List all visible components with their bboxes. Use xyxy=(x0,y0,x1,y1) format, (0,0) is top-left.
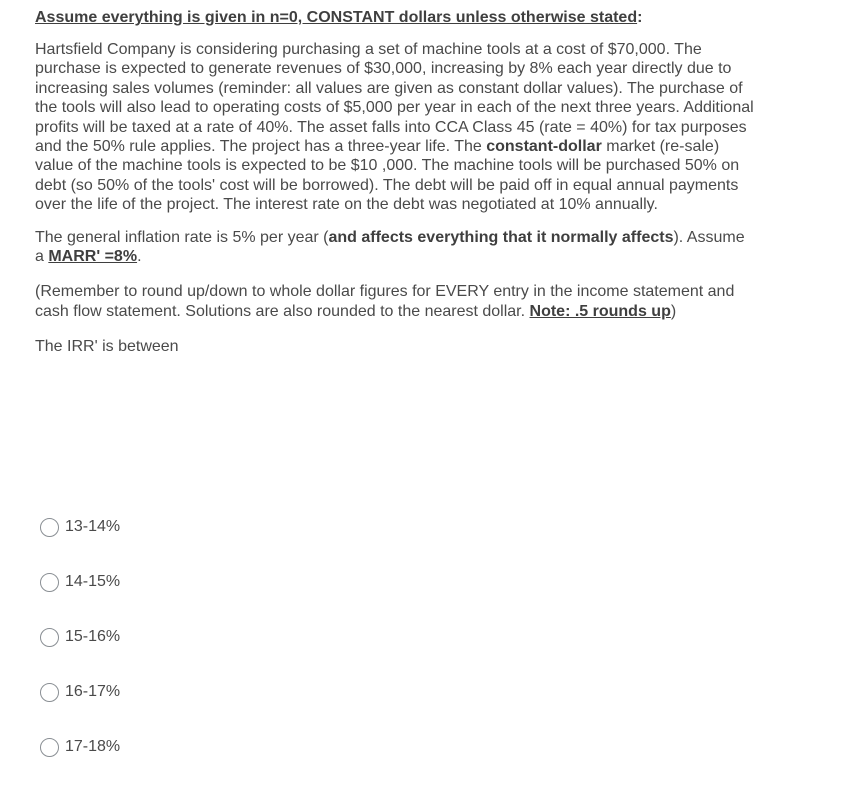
answer-option-label[interactable]: 17-18% xyxy=(65,738,121,755)
problem-statement xyxy=(35,40,755,215)
instructions-heading-suffix: : xyxy=(637,9,643,26)
answer-option-3[interactable] xyxy=(40,623,120,651)
rounding-note xyxy=(35,282,755,321)
inflation-text-part-1: The general inflation rate is 5% per year ( xyxy=(35,228,329,246)
answer-option-label[interactable]: 16-17% xyxy=(65,683,121,700)
rounding-note-bold: Note: .5 rounds up xyxy=(529,302,671,320)
answer-option-label[interactable]: 15-16% xyxy=(65,628,121,645)
problem-text-part-1: Hartsfield Company is considering purchasing a set of machine tools at a cost of $70,000. The purchase is expected to generate revenues of $30,000, increasing by 8% each year directly due to increasing sales volumes (reminder: all values are given as constant dollar values). The purchase of the tools will also lead to operating costs of $5,000 per year in each of the next three years. Additional profits will be taxed at a rate of 40%. The asset falls into CCA Class 45 (rate = 40%) for tax purposes and the 50% rule applies. The project has a three-year life. The xyxy=(35,41,754,156)
problem-bold-constant-dollar: constant-dollar xyxy=(486,138,602,156)
answer-option-1[interactable] xyxy=(40,513,120,541)
inflation-bold-text: and affects everything that it normally affects xyxy=(328,228,674,246)
answer-options xyxy=(40,513,120,788)
inflation-text-part-3: . xyxy=(137,248,142,266)
marr-value: MARR' =8% xyxy=(48,248,138,266)
instructions-heading-text: Assume everything is given in n=0, CONSTANT dollars unless otherwise stated xyxy=(35,9,638,26)
answer-option-4[interactable] xyxy=(40,678,120,706)
rounding-text-part-1: (Remember to round up/down to whole dollar figures for EVERY entry in the income statement and cash flow statement. Solutions are also rounded to the nearest dollar. xyxy=(35,283,735,320)
question-content xyxy=(35,0,755,357)
radio-button-icon[interactable] xyxy=(40,573,59,592)
instructions-heading xyxy=(35,8,755,27)
radio-button-icon[interactable] xyxy=(40,683,59,702)
radio-button-icon[interactable] xyxy=(40,628,59,647)
answer-option-2[interactable] xyxy=(40,568,120,596)
radio-button-icon[interactable] xyxy=(40,738,59,757)
answer-option-5[interactable] xyxy=(40,733,120,761)
problem-text-part-2: market (re-sale) value of the machine tools is expected to be $10 ,000. The machine tools will be purchased 50% on debt (so 50% of the tools' cost will be borrowed). The debt will be paid off in equal annual payments over the life of the project. The interest rate on the debt was negotiated at 10% annually. xyxy=(35,138,740,214)
inflation-statement xyxy=(35,228,755,267)
answer-option-label[interactable]: 14-15% xyxy=(65,573,121,590)
inflation-text-part-2: ). Assume a xyxy=(35,228,745,266)
rounding-text-part-2: ) xyxy=(670,302,677,320)
answer-option-label[interactable]: 13-14% xyxy=(65,518,121,535)
radio-button-icon[interactable] xyxy=(40,518,59,537)
question-prompt: The IRR' is between xyxy=(35,338,179,356)
